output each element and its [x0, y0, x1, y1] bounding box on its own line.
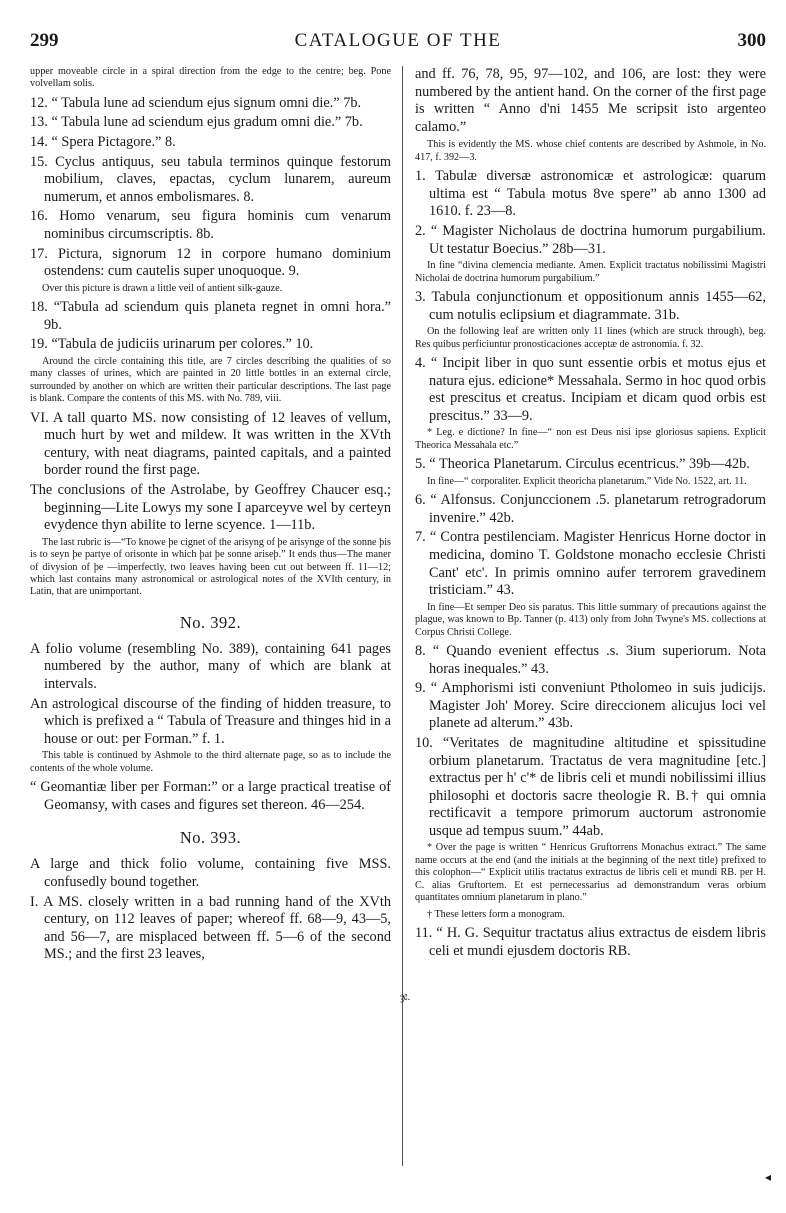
right-page-number: 300	[737, 30, 766, 51]
entry-I: I. A MS. closely written in a bad running hand of the XVth century, on 112 leaves of paper; whereof ff. 68—9, 43—5, and 56—7, are misplaced between ff. 5—6 of the second MS.; and the first 23 leaves,	[30, 893, 391, 963]
left-column	[30, 66, 391, 966]
margin-mark: ჯ.	[400, 991, 411, 1003]
running-header	[30, 30, 766, 56]
intro-text: upper moveable circle in a spiral direction from the edge to the centre; beg. Pone volvellam solis.	[30, 66, 391, 90]
entry-15: 15. Cyclus antiquus, seu tabula terminos quinque festorum mobilium, claves, epactas, cyclum lunarem, aureum numerum, et annos embolismares. 8.	[30, 153, 391, 205]
entry-19: 19. “Tabula de judiciis urinarum per colores.” 10.	[30, 336, 314, 353]
entry-18: 18. “Tabula ad sciendum quis planeta regnet in omni hora.” 9b.	[30, 299, 391, 333]
entry-16: 16. Homo venarum, seu figura hominis cum venarum nominibus circumscriptis. 8b.	[30, 208, 391, 242]
note-r4: * Leg. e dictione? In fine—“ non est Deus nisi ipse gloriosus sapiens. Explicit Theorica Messahala etc.”	[415, 427, 766, 451]
entry-r10: 10. “Veritates de magnitudine altitudine et spissitudine orbium planetarum. Tractatus de vera magnitudine [etc.] extractus per h' c'* de libris celi et mundi nobilissimi illius philosophi et doctoris sacre theologie R. B.† qui omnia rectificavit a tempore primorum auctorum astronomie usque ad tempus suum.” 44ab.	[415, 734, 766, 839]
note-r5: In fine—“ corporaliter. Explicit theoricha planetarum.” Vide No. 1522, art. 11.	[427, 475, 747, 487]
note-17: Over this picture is drawn a little veil of antient silk-gauze.	[42, 282, 283, 294]
para-393: A large and thick folio volume, containing five MSS. confusedly bound together.	[30, 856, 391, 890]
entry-r3: 3. Tabula conjunctionum et oppositionum annis 1455—62, cum notulis eclipsium et diagrammate. 31b.	[415, 288, 766, 323]
left-page-number: 299	[30, 30, 59, 51]
entry-r2: 2. “ Magister Nicholaus de doctrina humorum purgabilium. Ut testatur Boecius.” 28b—31.	[415, 222, 766, 257]
right-column	[415, 66, 766, 962]
entry-astrolabe: The conclusions of the Astrolabe, by Geoffrey Chaucer esq.; beginning—Lite Lowys my sone I aparceyve wel by certeyn evydence thyn abilite to lerne scyence. 1—11b.	[30, 481, 391, 534]
continuation-text: and ff. 76, 78, 95, 97—102, and 106, are lost: they were numbered by the antient hand. On the corner of the first page is written “ Anno d'ni 1455 Me scripsit isto argenteo calamo.”	[415, 66, 766, 135]
entry-r11: 11. “ H. G. Sequitur tractatus alius extractus de eisdem libris celi et mundi ejusdem doctoris RB.	[415, 924, 766, 959]
note-astrolabe: The last rubric is—“To knowe þe cignet of the arisyng of þe arisynge of the sonne þis is to seyn þe partye of orisonte in which þat þe sonne ariseþ.” It ends thus—The maner of divysion of þe —imperfectly, two leaves having been cut out between ff. 11—12; which last contains many astronomical or astrological notes of the XVIth century, in Latin, that are unimportant.	[30, 536, 391, 598]
entry-r7: 7. “ Contra pestilenciam. Magister Henricus Horne doctor in medicina, domino T. Goldstone monacho ecclesie Christi Cant' etc'. In primis omnino aufer terrorem gravedinem tristiciam.” 43.	[415, 529, 766, 599]
note-continuation: This is evidently the MS. whose chief contents are described by Ashmole, in No. 417, f. 392—3.	[415, 139, 766, 163]
entry-r1: 1. Tabulæ diversæ astronomicæ et astrologicæ: quarum ultima est “ Tabula motus 8ve spere” ab anno 1300 ad 1610. f. 23—8.	[415, 168, 766, 220]
footer-mark: ◂	[765, 1170, 772, 1184]
note-392: This table is continued by Ashmole to the third alternate page, so as to include the contents of the whole volume.	[30, 750, 391, 774]
note-r3: On the following leaf are written only 11 lines (which are struck through), beg. Res quibus perficiuntur pronosticaciones acceptæ de astronomia. f. 32.	[415, 326, 766, 350]
note-19: Around the circle containing this title, are 7 circles describing the qualities of so many classes of urines, which are painted in 20 little bottles in an external circle, surrounded by another on which are written their particular descriptions. The last page is blank. Compare the contents of this MS. with No. 789, viii.	[30, 355, 391, 405]
running-title: CATALOGUE OF THE	[294, 30, 502, 51]
heading-392: No. 392.	[179, 612, 242, 632]
entry-r9: 9. “ Amphorismi isti conveniunt Ptholomeo in suis judicijs. Magister Joh' Morey. Scire direccionem alicujus loci vel planete ad alterum.” 43b.	[415, 680, 766, 732]
entry-r8: 8. “ Quando evenient effectus .s. 3ium superiorum. Nota horas inequales.” 43.	[415, 642, 766, 677]
note-r7: In fine—Et semper Deo sis paratus. This little summary of precautions against the plague, was known to Bp. Tanner (p. 413) only from John Twyne's MS. collections at Corpus Christi College.	[415, 601, 766, 638]
entry-13: 13. “ Tabula lune ad sciendum ejus gradum omni die.” 7b.	[30, 114, 363, 131]
para-392-a: A folio volume (resembling No. 389), containing 641 pages numbered by the author, many of which are blank at intervals.	[30, 640, 391, 692]
note-r10-b: † These letters form a monogram.	[427, 908, 565, 920]
para-392-c: “ Geomantiæ liber per Forman:” or a large practical treatise of Geomansy, with cases and figures set thereon. 46—254.	[30, 779, 391, 813]
entry-r6: 6. “ Alfonsus. Conjunccionem .5. planetarum retrogradorum invenire.” 42b.	[415, 492, 766, 526]
note-r10-a: * Over the page is written “ Henricus Gruftorrens Monachus extract.” The same name occurs at the end (and the initials at the beginning of the next title) prefixed to this colophon—“ Explicit utilis tractatus extractus de libris celi et mundi RB. per H. C. alias Gruftortem. Et est pernecessarius ad demonstrandum veras orbium quantitates omnium planetarum in plano.”	[415, 842, 766, 904]
entry-VI: VI. A tall quarto MS. now consisting of 12 leaves of vellum, much hurt by wet and mildew. It was written in the XVth century, with neat diagrams, painted capitals, and a painted border round the first page.	[30, 409, 391, 479]
entry-r4: 4. “ Incipit liber in quo sunt essentie orbis et motus ejus et natura ejus. edicione* Messahala. Sermo in hoc quod orbis est prescitus et creatus. Incipiam et dicam quod orbis est prescitus.” 33—9.	[415, 354, 766, 424]
entry-17: 17. Pictura, signorum 12 in corpore humano dominium ostendens: cum cautelis super unoquoque. 9.	[30, 245, 391, 280]
note-r2: In fine “divina clemencia mediante. Amen. Explicit tractatus nobilissimi Magistri Nicholai de doctrina humorum purgabilium.”	[415, 260, 766, 284]
entry-12: 12. “ Tabula lune ad sciendum ejus signum omni die.” 7b.	[30, 94, 362, 111]
heading-393: No. 393.	[179, 828, 242, 848]
entry-r5: 5. “ Theorica Planetarum. Circulus ecentricus.” 39b—42b.	[415, 456, 750, 473]
para-392-b: An astrological discourse of the finding of hidden treasure, to which is prefixed a “ Tabula of Treasure and thinges hid in a house or out: per Forman.” f. 1.	[30, 695, 391, 747]
entry-14: 14. “ Spera Pictagore.” 8.	[30, 134, 176, 150]
